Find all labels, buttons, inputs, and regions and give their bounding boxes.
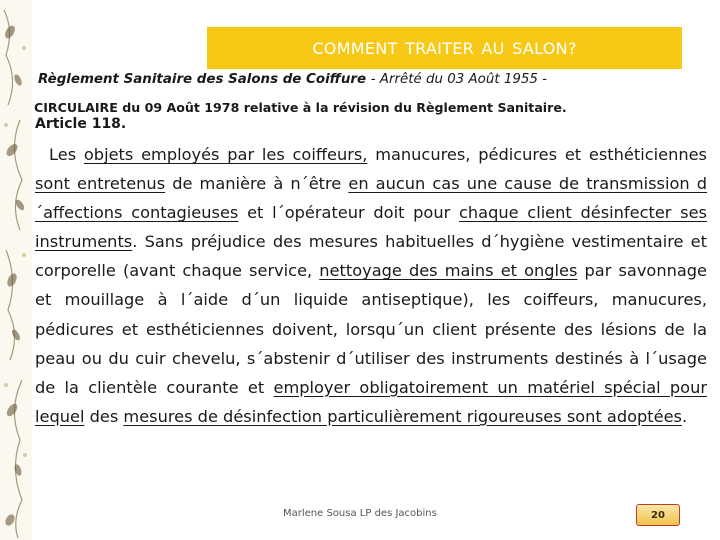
article-heading: Article 118.: [35, 116, 127, 132]
underlined-phrase: en aucun cas une cause de transmission d´affections contagieuses: [35, 174, 707, 223]
underlined-phrase: sont entretenus: [35, 174, 166, 194]
regulation-line: [38, 72, 708, 87]
underlined-phrase: chaque client désinfecter ses instruments: [35, 203, 707, 252]
underlined-phrase: objets employés par les coiffeurs,: [83, 145, 368, 164]
regulation-name: Règlement Sanitaire des Salons de Coiffure: [38, 72, 367, 87]
page-number-badge: 20: [636, 504, 680, 526]
regulation-decree: - Arrêté du 03 Août 1955 -: [370, 72, 548, 87]
body-text-segment: .: [682, 406, 688, 426]
body-text-segment: de manière à n´être: [165, 174, 349, 194]
circular-line: CIRCULAIRE du 09 Août 1978 relative à la révision du Règlement Sanitaire.: [34, 100, 567, 115]
body-text-segment: . Sans préjudice des mesures habituelles d´hygiène vestimentaire et corporelle (avant chaque service,: [35, 232, 707, 281]
underlined-phrase: employer obligatoirement un matériel spécial pour lequel: [35, 377, 707, 426]
body-text-segment: par savonnage et mouillage à l´aide d´un liquide antiseptique), les coiffeurs, manucures, pédicures et esthéticiennes doivent, lorsqu´un client présente des lésions de la peau ou du cuir chevelu, s´abstenir d´utiliser des instruments destinés à l´usage de la clientèle courante et: [35, 261, 707, 397]
underlined-phrase: nettoyage des mains et ongles: [319, 261, 578, 281]
body-text-segment: manucures, pédicures et esthéticiennes: [367, 145, 707, 164]
body-text-segment: et l´opérateur doit pour: [238, 203, 459, 223]
floral-border-decoration: [0, 0, 32, 540]
underlined-phrase: mesures de désinfection particulièrement rigoureuses sont adoptées: [123, 406, 682, 426]
floral-pattern-icon: [0, 0, 32, 540]
body-text-segment: Les: [49, 145, 84, 164]
article-body: [35, 140, 707, 431]
footer-author: Marlene Sousa LP des Jacobins: [283, 508, 437, 519]
slide-title: COMMENT TRAITER AU SALON?: [207, 27, 682, 69]
body-text-segment: des: [84, 406, 124, 426]
